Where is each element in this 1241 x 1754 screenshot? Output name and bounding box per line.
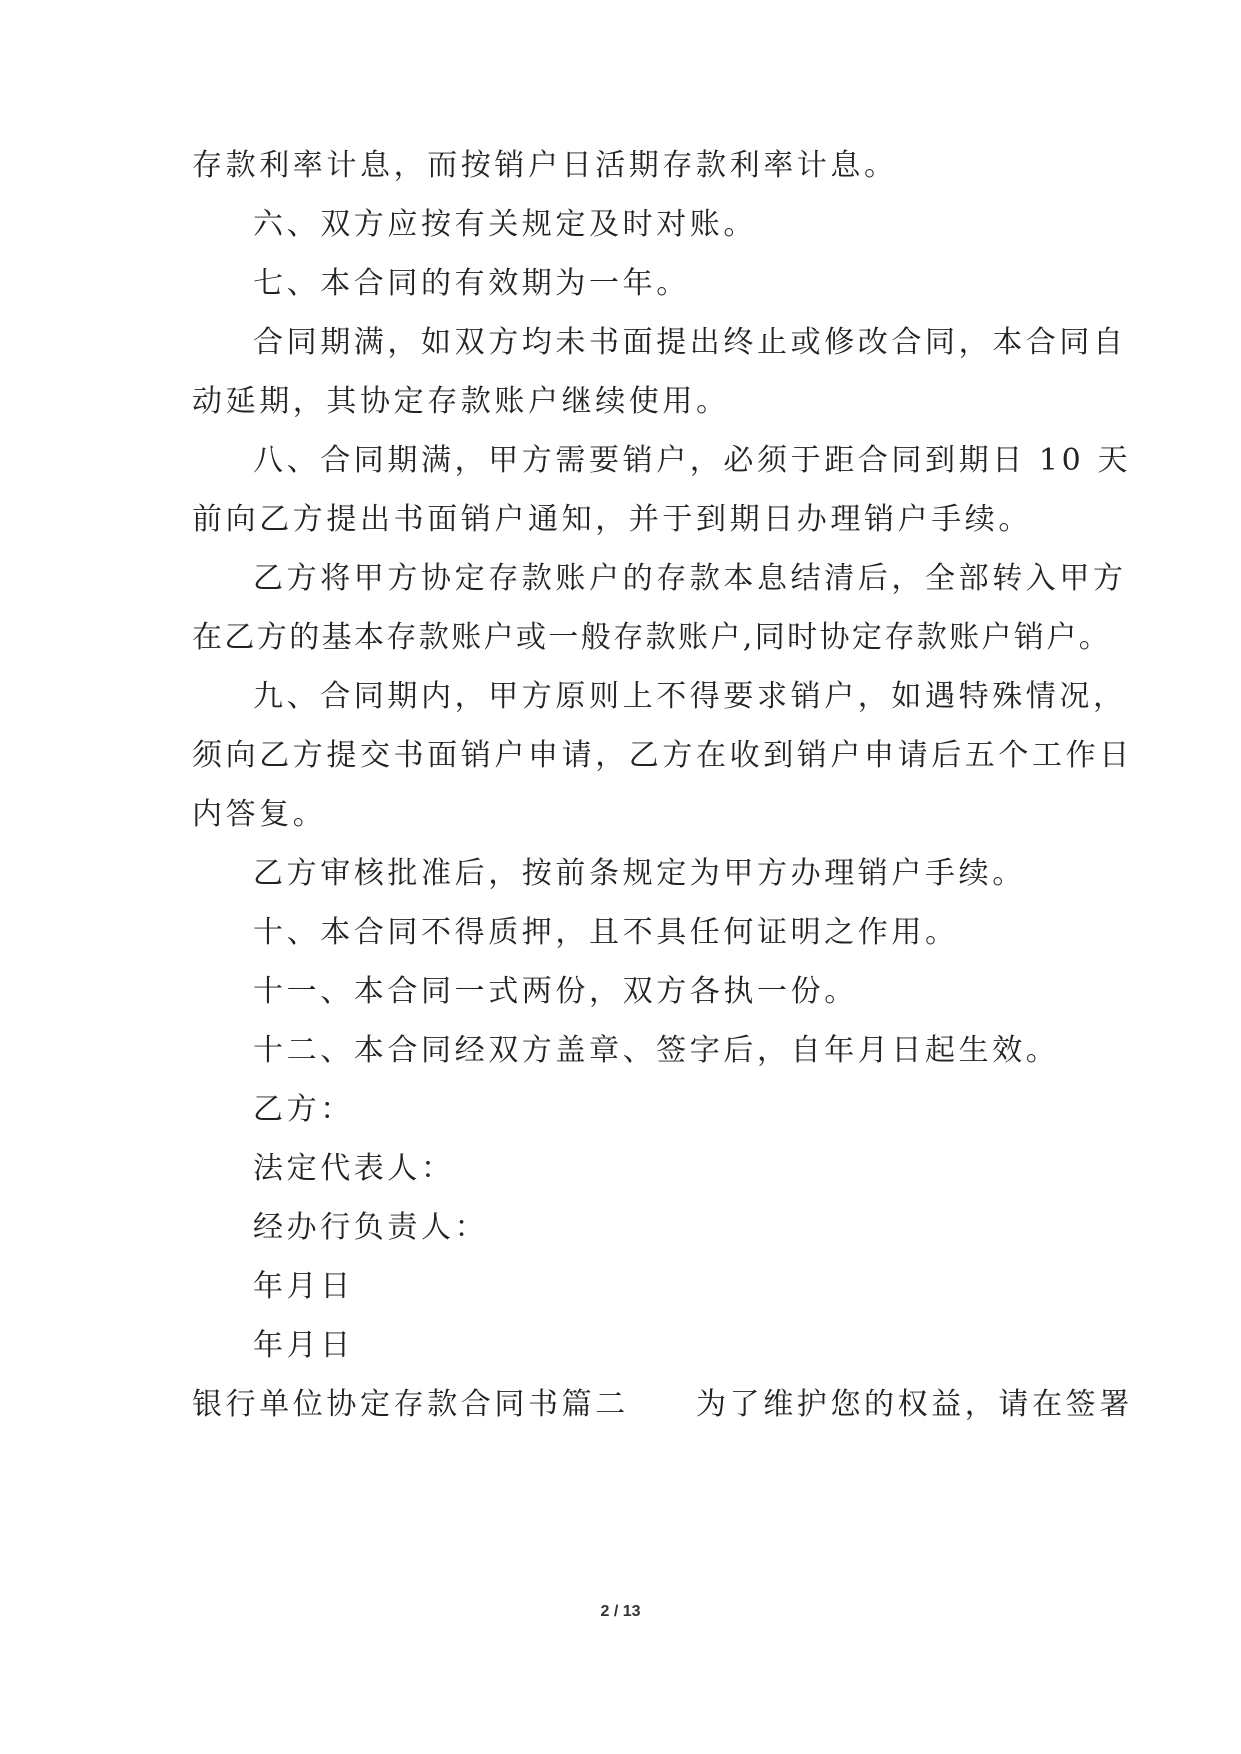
- section-heading-line: 银行单位协定存款合同书篇二 为了维护您的权益，请在签署: [192, 1387, 1133, 1422]
- paragraph-line: 须向乙方提交书面销户申请，乙方在收到销户申请后五个工作日: [192, 738, 1133, 773]
- paragraph-line: 十二、本合同经双方盖章、签字后，自年月日起生效。: [253, 1033, 1060, 1068]
- paragraph-line: 七、本合同的有效期为一年。: [253, 266, 690, 301]
- signature-label-legal-representative: 法定代表人：: [253, 1151, 455, 1186]
- paragraph-line: 在乙方的基本存款账户或一般存款账户,同时协定存款账户销户。: [192, 620, 1112, 655]
- page-number: 2 / 13: [600, 1603, 641, 1620]
- paragraph-line: 合同期满，如双方均未书面提出终止或修改合同，本合同自: [253, 325, 1127, 360]
- paragraph-line: 六、双方应按有关规定及时对账。: [253, 207, 757, 242]
- date-line: 年月日: [253, 1269, 354, 1304]
- paragraph-line: 九、合同期内，甲方原则上不得要求销户，如遇特殊情况，: [253, 679, 1127, 714]
- paragraph-line: 存款利率计息，而按销户日活期存款利率计息。: [192, 148, 898, 183]
- paragraph-line: 十一、本合同一式两份，双方各执一份。: [253, 974, 858, 1009]
- paragraph-line: 十、本合同不得质押，且不具任何证明之作用。: [253, 915, 959, 950]
- date-line: 年月日: [253, 1328, 354, 1363]
- paragraph-line: 乙方将甲方协定存款账户的存款本息结清后，全部转入甲方: [253, 561, 1127, 596]
- signature-label-branch-manager: 经办行负责人：: [253, 1210, 489, 1245]
- paragraph-line: 乙方审核批准后，按前条规定为甲方办理销户手续。: [253, 856, 1026, 891]
- paragraph-line: 动延期，其协定存款账户继续使用。: [192, 384, 730, 419]
- signature-label-party-b: 乙方：: [253, 1092, 354, 1127]
- paragraph-line: 八、合同期满，甲方需要销户，必须于距合同到期日 10 天: [253, 443, 1132, 478]
- paragraph-line: 内答复。: [192, 797, 327, 832]
- paragraph-line: 前向乙方提出书面销户通知，并于到期日办理销户手续。: [192, 502, 1032, 537]
